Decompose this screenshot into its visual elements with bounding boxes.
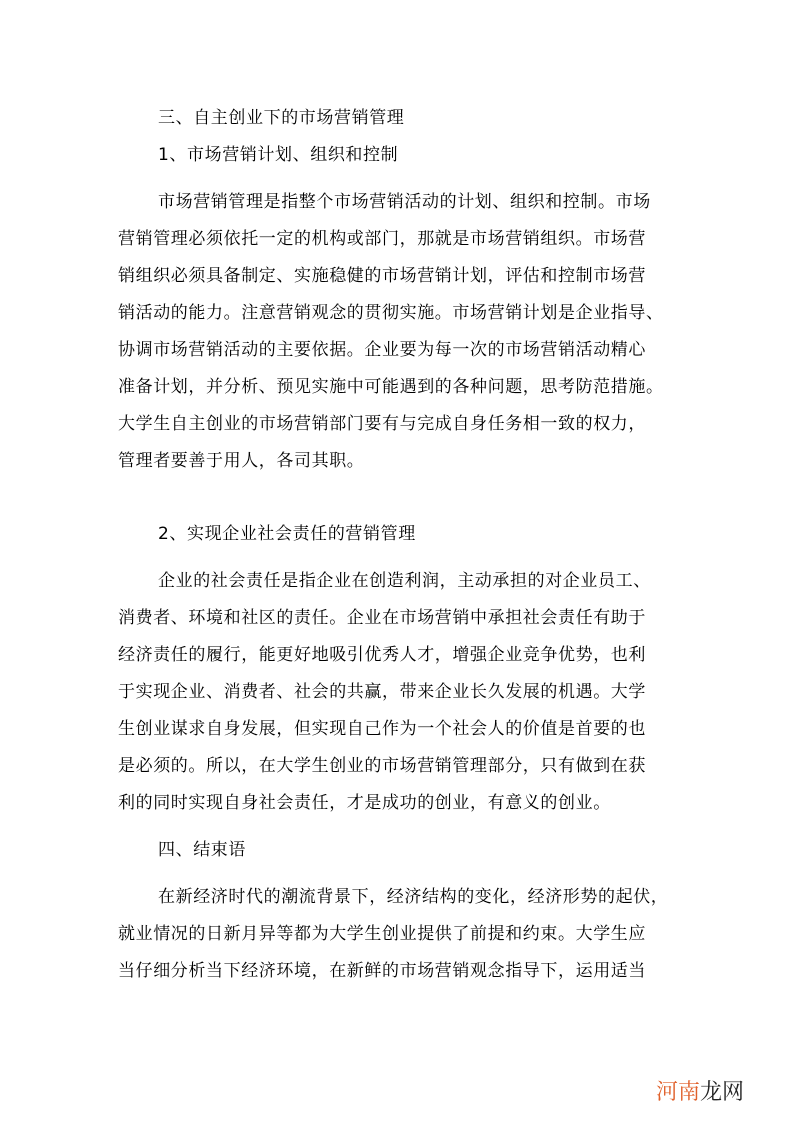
section-heading-3: 三、自主创业下的市场营销管理 [158, 108, 405, 128]
paragraph-line: 管理者要善于用人，各司其职。 [118, 451, 365, 471]
paragraph-line: 当仔细分析当下经济环境，在新鲜的市场营销观念指导下，运用适当 [118, 961, 646, 981]
paragraph-line: 利的同时实现自身社会责任，才是成功的创业，有意义的创业。 [118, 793, 611, 813]
paragraph-line: 企业的社会责任是指企业在创造利润，主动承担的对企业员工、 [158, 571, 651, 591]
paragraph-line: 销组织必须具备制定、实施稳健的市场营销计划，评估和控制市场营 [118, 266, 646, 286]
section-heading-4: 四、结束语 [158, 840, 246, 860]
watermark-part2: 龙网 [700, 1080, 745, 1105]
paragraph-line: 就业情况的日新月异等都为大学生创业提供了前提和约束。大学生应 [118, 924, 646, 944]
paragraph-line: 大学生自主创业的市场营销部门要有与完成自身任务相一致的权力， [118, 414, 646, 434]
paragraph-line: 协调市场营销活动的主要依据。企业要为每一次的市场营销活动精心 [118, 340, 646, 360]
paragraph-line: 准备计划，并分析、预见实施中可能遇到的各种问题，思考防范措施。 [118, 377, 664, 397]
paragraph-line: 在新经济时代的潮流背景下，经济结构的变化，经济形势的起伏， [158, 887, 669, 907]
paragraph-line: 生创业谋求自身发展，但实现自己作为一个社会人的价值是首要的也 [118, 719, 646, 739]
subheading-2: 2、实现企业社会责任的营销管理 [158, 524, 416, 544]
watermark-part1: 河南 [656, 1080, 701, 1105]
paragraph-line: 销活动的能力。注意营销观念的贯彻实施。市场营销计划是企业指导、 [118, 303, 664, 323]
paragraph-line: 市场营销管理是指整个市场营销活动的计划、组织和控制。市场 [158, 192, 651, 212]
paragraph-line: 是必须的。所以，在大学生创业的市场营销管理部分，只有做到在获 [118, 756, 646, 776]
watermark-logo [656, 1075, 744, 1106]
paragraph-line: 经济责任的履行，能更好地吸引优秀人才，增强企业竞争优势，也利 [118, 645, 646, 665]
paragraph-line: 营销管理必须依托一定的机构或部门，那就是市场营销组织。市场营 [118, 229, 646, 249]
subheading-1: 1、市场营销计划、组织和控制 [158, 145, 399, 165]
paragraph-line: 于实现企业、消费者、社会的共赢，带来企业长久发展的机遇。大学 [118, 682, 646, 702]
paragraph-line: 消费者、环境和社区的责任。企业在市场营销中承担社会责任有助于 [118, 608, 646, 628]
